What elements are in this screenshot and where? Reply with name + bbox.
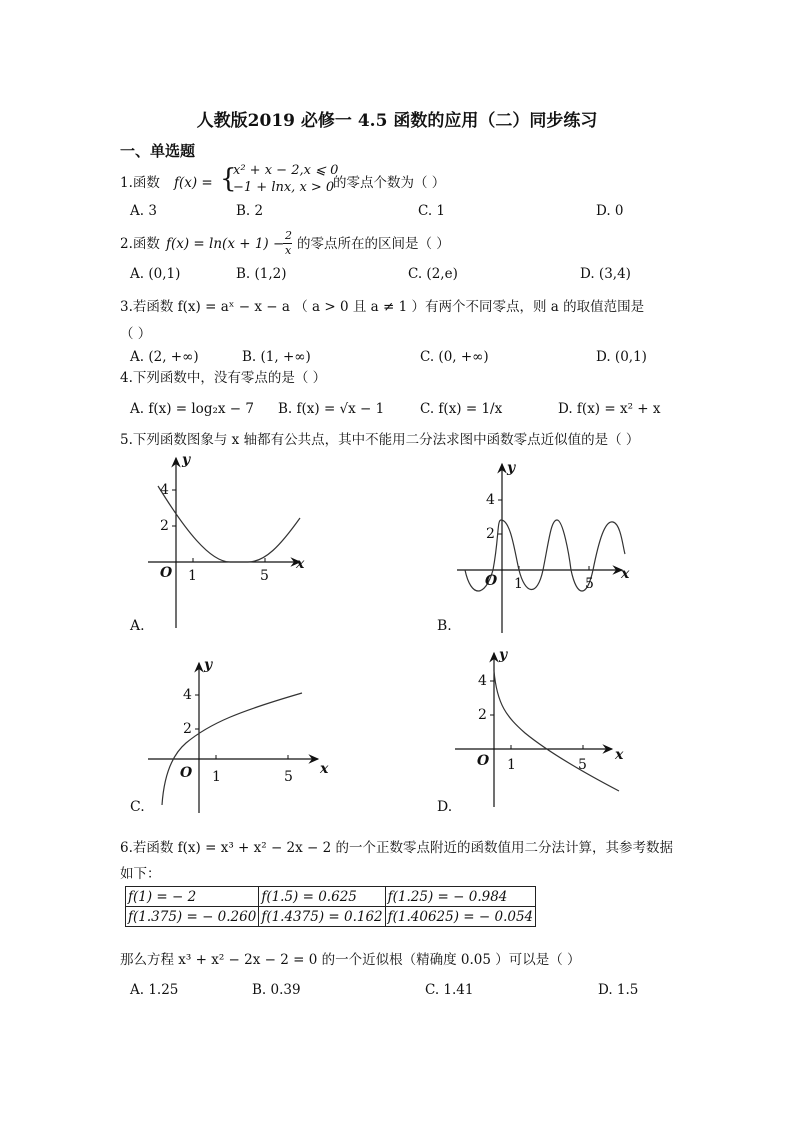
- graph-a-curve: [158, 486, 300, 562]
- q2-frac-den: x: [285, 244, 292, 257]
- table-row: [126, 887, 536, 907]
- graph-c-y-name: y: [204, 657, 213, 673]
- q2-expr: f(x) = ln(x + 1) −: [166, 236, 285, 252]
- q4-option-d[interactable]: D. f(x) = x² + x: [558, 401, 661, 417]
- q3-option-a[interactable]: A. (2, +∞): [130, 349, 199, 365]
- graph-a-xlabel-5: 5: [260, 568, 269, 584]
- graph-d-xlabel-1: 1: [507, 757, 516, 773]
- graph-b-xlabel-5: 5: [585, 576, 594, 592]
- graph-a-origin: O: [160, 565, 173, 581]
- q6-line2: 如下：: [120, 866, 161, 882]
- graph-c-ylabel-2: 2: [183, 721, 192, 737]
- q2-suffix: 的零点所在的区间是（ ）: [297, 236, 450, 252]
- q2-frac-num: 2: [285, 229, 292, 242]
- table-cell: f(1.40625) = − 0.054: [385, 907, 536, 927]
- graph-d-curve: [494, 671, 619, 791]
- graph-c-x-name: x: [320, 761, 329, 777]
- graph-c-origin: O: [180, 765, 193, 781]
- q3-option-d[interactable]: D. (0,1): [596, 349, 647, 365]
- table-cell: f(1.375) = − 0.260: [126, 907, 259, 927]
- q2-prefix: 2.函数: [120, 236, 160, 252]
- q3-line2: （ ）: [120, 326, 152, 342]
- graph-a-ylabel-2: 2: [160, 518, 169, 534]
- graph-c-label: C.: [130, 799, 145, 815]
- q1-case2: −1 + lnx, x > 0: [233, 180, 335, 195]
- graph-a-label: A.: [130, 618, 145, 634]
- table-cell: f(1.25) = − 0.984: [385, 887, 536, 907]
- q6-option-d[interactable]: D. 1.5: [598, 982, 639, 998]
- graph-b-label: B.: [437, 618, 452, 634]
- q1-option-d[interactable]: D. 0: [596, 203, 624, 219]
- q2-option-a[interactable]: A. (0,1): [130, 266, 181, 282]
- q6-option-a[interactable]: A. 1.25: [130, 982, 179, 998]
- graph-c-xlabel-1: 1: [212, 769, 221, 785]
- reference-table: [125, 886, 536, 927]
- section-heading: 一、单选题: [120, 142, 196, 160]
- q3-option-c[interactable]: C. (0, +∞): [420, 349, 489, 365]
- graph-b-ylabel-2: 2: [486, 526, 495, 542]
- graph-d-ylabel-4: 4: [478, 673, 487, 689]
- q4-option-c[interactable]: C. f(x) = 1/x: [420, 401, 503, 417]
- q4-stem: 4.下列函数中，没有零点的是（ ）: [120, 370, 327, 386]
- q4-option-a[interactable]: A. f(x) = log₂x − 7: [130, 401, 254, 417]
- graph-a-xlabel-1: 1: [188, 568, 197, 584]
- q2-option-c[interactable]: C. (2,e): [408, 266, 458, 282]
- q6-option-b[interactable]: B. 0.39: [252, 982, 301, 998]
- q2-option-d[interactable]: D. (3,4): [580, 266, 631, 282]
- q4-option-b[interactable]: B. f(x) = √x − 1: [278, 401, 385, 417]
- graph-a[interactable]: [130, 450, 320, 635]
- q5-stem: 5.下列函数图象与 x 轴都有公共点，其中不能用二分法求图中函数零点近似值的是（ ）: [120, 432, 640, 448]
- graph-d-ylabel-2: 2: [478, 707, 487, 723]
- q3-option-b[interactable]: B. (1, +∞): [242, 349, 311, 365]
- q1-brace: {: [220, 164, 237, 194]
- graph-b-x-name: x: [621, 566, 630, 582]
- graph-d[interactable]: [437, 645, 637, 815]
- table-cell: f(1) = − 2: [126, 887, 259, 907]
- q6-line1: 6.若函数 f(x) = x³ + x² − 2x − 2 的一个正数零点附近的函数值用二分法计算，其参考数据: [120, 840, 674, 856]
- graph-a-ylabel-4: 4: [160, 482, 169, 498]
- q6-option-c[interactable]: C. 1.41: [425, 982, 474, 998]
- graph-c-ylabel-4: 4: [183, 687, 192, 703]
- table-cell: f(1.5) = 0.625: [259, 887, 385, 907]
- graph-b-y-name: y: [507, 460, 516, 476]
- table-cell: f(1.4375) = 0.162: [259, 907, 385, 927]
- q1-case1: x² + x − 2,x ⩽ 0: [233, 163, 339, 178]
- table-row: [126, 907, 536, 927]
- q6-after: 那么方程 x³ + x² − 2x − 2 = 0 的一个近似根（精确度 0.05 ）可以是（ ）: [120, 952, 581, 968]
- q3-line1: 3.若函数 f(x) = aˣ − x − a （ a > 0 且 a ≠ 1 ）有两个不同零点，则 a 的取值范围是: [120, 299, 645, 315]
- graph-d-origin: O: [477, 753, 490, 769]
- graph-c-curve: [162, 693, 302, 805]
- q1-option-c[interactable]: C. 1: [418, 203, 446, 219]
- q1-option-b[interactable]: B. 2: [236, 203, 264, 219]
- q1-prefix: 1.函数: [120, 175, 160, 191]
- graph-d-label: D.: [437, 799, 453, 815]
- page-title: 人教版2019 必修一 4.5 函数的应用（二）同步练习: [196, 111, 598, 131]
- graph-d-y-name: y: [499, 647, 508, 663]
- q2-option-b[interactable]: B. (1,2): [236, 266, 287, 282]
- q1-suffix: 的零点个数为（ ）: [333, 175, 446, 191]
- graph-c-xlabel-5: 5: [284, 769, 293, 785]
- q1-lead: f(x) =: [174, 175, 213, 191]
- graph-d-x-name: x: [615, 747, 624, 763]
- graph-b-xlabel-1: 1: [514, 576, 523, 592]
- graph-c[interactable]: [130, 655, 330, 817]
- graph-a-y-name: y: [182, 452, 191, 468]
- graph-a-x-name: x: [296, 556, 305, 572]
- graph-b-ylabel-4: 4: [486, 492, 495, 508]
- graph-b[interactable]: [437, 458, 637, 638]
- q1-option-a[interactable]: A. 3: [130, 203, 157, 219]
- graph-b-origin: O: [485, 573, 498, 589]
- graph-d-xlabel-5: 5: [578, 757, 587, 773]
